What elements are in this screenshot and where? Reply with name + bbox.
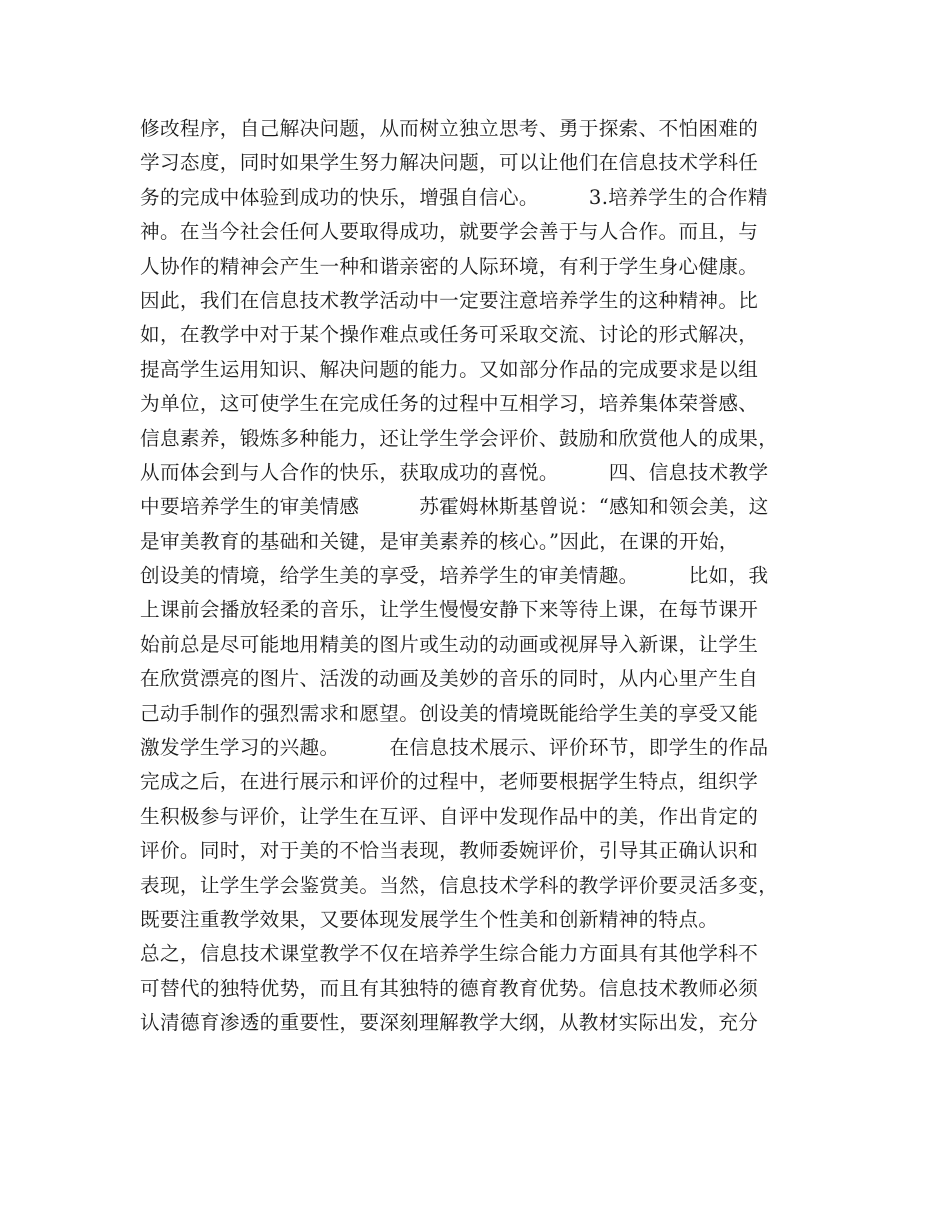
text-line: 中要培养学生的审美情感 苏霍姆林斯基曾说：“感知和领会美，这 [140, 495, 769, 519]
text-line: 表现，让学生学会鉴赏美。当然，信息技术学科的教学评价要灵活多变， [140, 873, 779, 897]
text-line: 神。在当今社会任何人要取得成功，就要学会善于与人合作。而且，与 [140, 220, 759, 244]
text-line: 学习态度，同时如果学生努力解决问题，可以让他们在信息技术学科任 [140, 151, 759, 175]
text-line: 既要注重教学效果，又要体现发展学生个性美和创新精神的特点。 [140, 907, 769, 931]
text-line: 信息素养，锻炼多种能力，还让学生学会评价、鼓励和欣赏他人的成果， [140, 426, 779, 450]
text-line: 在欣赏漂亮的图片、活泼的动画及美妙的音乐的同时，从内心里产生自 [140, 667, 759, 691]
text-line: 完成之后，在进行展示和评价的过程中，老师要根据学生特点，组织学 [140, 770, 759, 794]
text-line: 创设美的情境，给学生美的享受，培养学生的审美情趣。 比如，我 [140, 564, 769, 588]
text-line: 可替代的独特优势，而且有其独特的德育教育优势。信息技术教师必须 [140, 976, 759, 1000]
text-line: 因此，我们在信息技术教学活动中一定要注意培养学生的这种精神。比 [140, 288, 759, 312]
text-line: 生积极参与评价，让学生在互评、自评中发现作品中的美，作出肯定的 [140, 804, 759, 828]
text-line: 人协作的精神会产生一种和谐亲密的人际环境，有利于学生身心健康。 [140, 254, 759, 278]
text-line: 激发学生学习的兴趣。 在信息技术展示、评价环节，即学生的作品 [140, 736, 769, 760]
text-line: 提高学生运用知识、解决问题的能力。又如部分作品的完成要求是以组 [140, 357, 759, 381]
text-line: 总之，信息技术课堂教学不仅在培养学生综合能力方面具有其他学科不 [140, 942, 759, 966]
text-line: 务的完成中体验到成功的快乐，增强自信心。 3.培养学生的合作精 [140, 185, 768, 209]
text-line: 评价。同时，对于美的不恰当表现，教师委婉评价，引导其正确认识和 [140, 839, 759, 863]
text-line: 如，在教学中对于某个操作难点或任务可采取交流、讨论的形式解决， [140, 323, 759, 347]
text-line: 认清德育渗透的重要性，要深刻理解教学大纲，从教材实际出发，充分 [140, 1011, 759, 1035]
text-line: 从而体会到与人合作的快乐，获取成功的喜悦。 四、信息技术教学 [140, 460, 769, 484]
text-line: 修改程序，自己解决问题，从而树立独立思考、勇于探索、不怕困难的 [140, 117, 759, 140]
text-line: 上课前会播放轻柔的音乐，让学生慢慢安静下来等待上课，在每节课开 [140, 598, 759, 622]
text-line: 是审美教育的基础和关键，是审美素养的核心。”因此，在课的开始， [140, 529, 739, 553]
body-text [140, 112, 830, 1041]
text-line: 己动手制作的强烈需求和愿望。创设美的情境既能给学生美的享受又能 [140, 701, 759, 725]
text-line: 始前总是尽可能地用精美的图片或生动的动画或视屏导入新课，让学生 [140, 632, 759, 656]
text-line: 为单位，这可使学生在完成任务的过程中互相学习，培养集体荣誉感、 [140, 392, 759, 416]
